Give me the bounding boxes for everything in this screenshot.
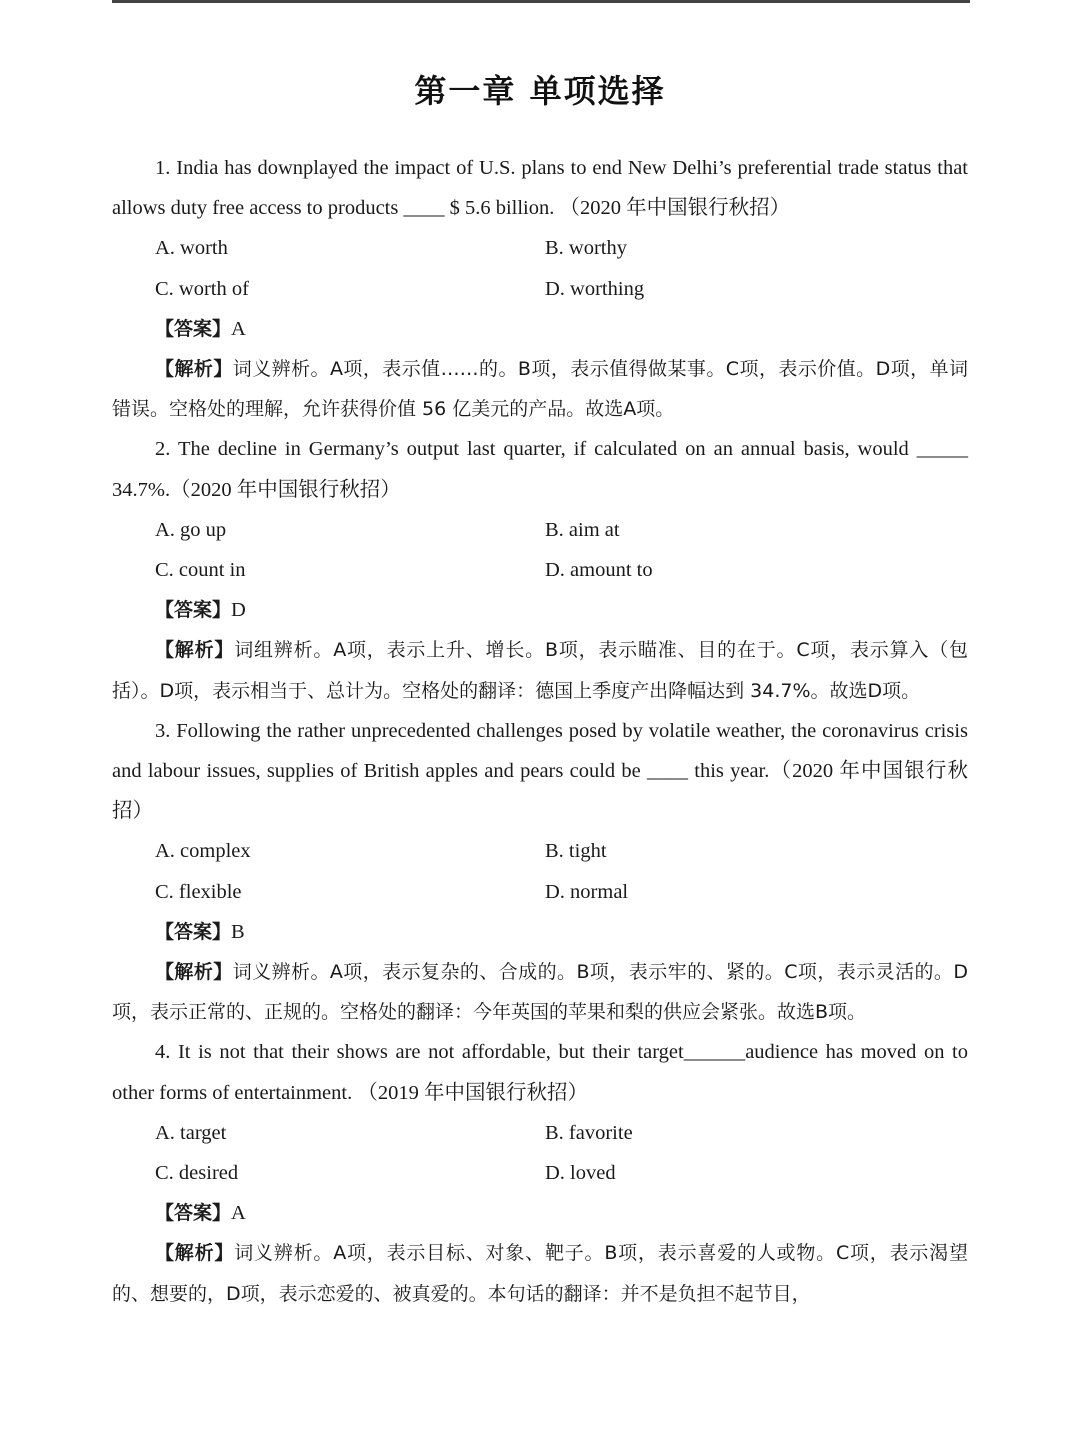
question-2 <box>112 429 968 710</box>
option-d: D. amount to <box>545 559 653 582</box>
option-b: B. favorite <box>545 1121 633 1144</box>
answer-label: 【答案】 <box>155 920 232 943</box>
option-d: D. worthing <box>545 277 645 300</box>
analysis-text: 词义辨析。A项，表示复杂的、合成的。B项，表示牢的、紧的。C项，表示灵活的。D项，表示正常的、正规的。空格处的翻译：今年英国的苹果和梨的供应会紧张。故选B项。 <box>112 961 968 1024</box>
answer-line <box>112 309 968 349</box>
analysis-label: 【解析】 <box>155 961 233 984</box>
analysis-line <box>112 1233 968 1313</box>
option-c: C. count in <box>155 559 246 582</box>
options-row-2 <box>112 269 968 309</box>
option-c: C. flexible <box>155 880 242 903</box>
option-b: B. tight <box>545 840 607 863</box>
options-row-2 <box>112 550 968 590</box>
answer-value: D <box>231 599 246 622</box>
answer-line <box>112 1193 968 1233</box>
option-b: B. aim at <box>545 518 620 541</box>
question-text: 4. It is not that their shows are not affordable, but their target______audience has moved on to other forms of entertainment. （2019 年中国银行秋招） <box>112 1041 968 1104</box>
answer-line <box>112 590 968 630</box>
option-d: D. loved <box>545 1162 616 1185</box>
analysis-label: 【解析】 <box>155 358 233 381</box>
option-a: A. complex <box>155 840 251 863</box>
options-row-2 <box>112 872 968 912</box>
options-row-1 <box>112 228 968 268</box>
analysis-label: 【解析】 <box>155 639 235 662</box>
analysis-text: 词义辨析。A项，表示值……的。B项，表示值得做某事。C项，表示价值。D项，单词错误。空格处的理解，允许获得价值 56 亿美元的产品。故选A项。 <box>112 358 968 421</box>
chapter-title: 第一章 单项选择 <box>414 72 666 110</box>
answer-value: A <box>231 317 246 340</box>
analysis-line <box>112 630 968 710</box>
answer-label: 【答案】 <box>155 599 232 622</box>
option-d: D. normal <box>545 880 629 903</box>
analysis-line <box>112 952 968 1032</box>
options-row-2 <box>112 1153 968 1193</box>
option-a: A. worth <box>155 237 228 260</box>
options-row-1 <box>112 831 968 871</box>
answer-label: 【答案】 <box>155 1202 232 1225</box>
answer-value: A <box>231 1202 246 1225</box>
answer-line <box>112 912 968 952</box>
question-text: 1. India has downplayed the impact of U.S. plans to end New Delhi’s preferential trade status that allows duty free access to products ____ $ 5.6 billion. （2020 年中国银行秋招） <box>112 157 968 220</box>
option-b: B. worthy <box>545 237 627 260</box>
question-list <box>112 148 968 1314</box>
analysis-label: 【解析】 <box>155 1242 235 1265</box>
option-c: C. worth of <box>155 277 249 300</box>
top-rule <box>112 0 970 3</box>
question-4 <box>112 1032 968 1313</box>
analysis-text: 词组辨析。A项，表示上升、增长。B项，表示瞄准、目的在于。C项，表示算入（包括）。D项，表示相当于、总计为。空格处的翻译：德国上季度产出降幅达到 34.7%。故选D项。 <box>112 639 968 702</box>
option-a: A. target <box>155 1121 227 1144</box>
options-row-1 <box>112 1113 968 1153</box>
question-1 <box>112 148 968 429</box>
question-text: 3. Following the rather unprecedented challenges posed by volatile weather, the coronavirus crisis and labour issues, supplies of British apples and pears could be ____ this year.（2020 年中国银行秋招） <box>112 719 968 823</box>
question-text: 2. The decline in Germany’s output last quarter, if calculated on an annual basis, would _____ 34.7%.（2020 年中国银行秋招） <box>112 438 968 501</box>
options-row-1 <box>112 510 968 550</box>
answer-value: B <box>231 920 245 943</box>
option-a: A. go up <box>155 518 227 541</box>
analysis-text: 词义辨析。A项，表示目标、对象、靶子。B项，表示喜爱的人或物。C项，表示渴望的、想要的，D项，表示恋爱的、被真爱的。本句话的翻译：并不是负担不起节目， <box>112 1242 968 1305</box>
analysis-line <box>112 349 968 429</box>
question-3 <box>112 711 968 1033</box>
option-c: C. desired <box>155 1162 239 1185</box>
answer-label: 【答案】 <box>155 317 232 340</box>
